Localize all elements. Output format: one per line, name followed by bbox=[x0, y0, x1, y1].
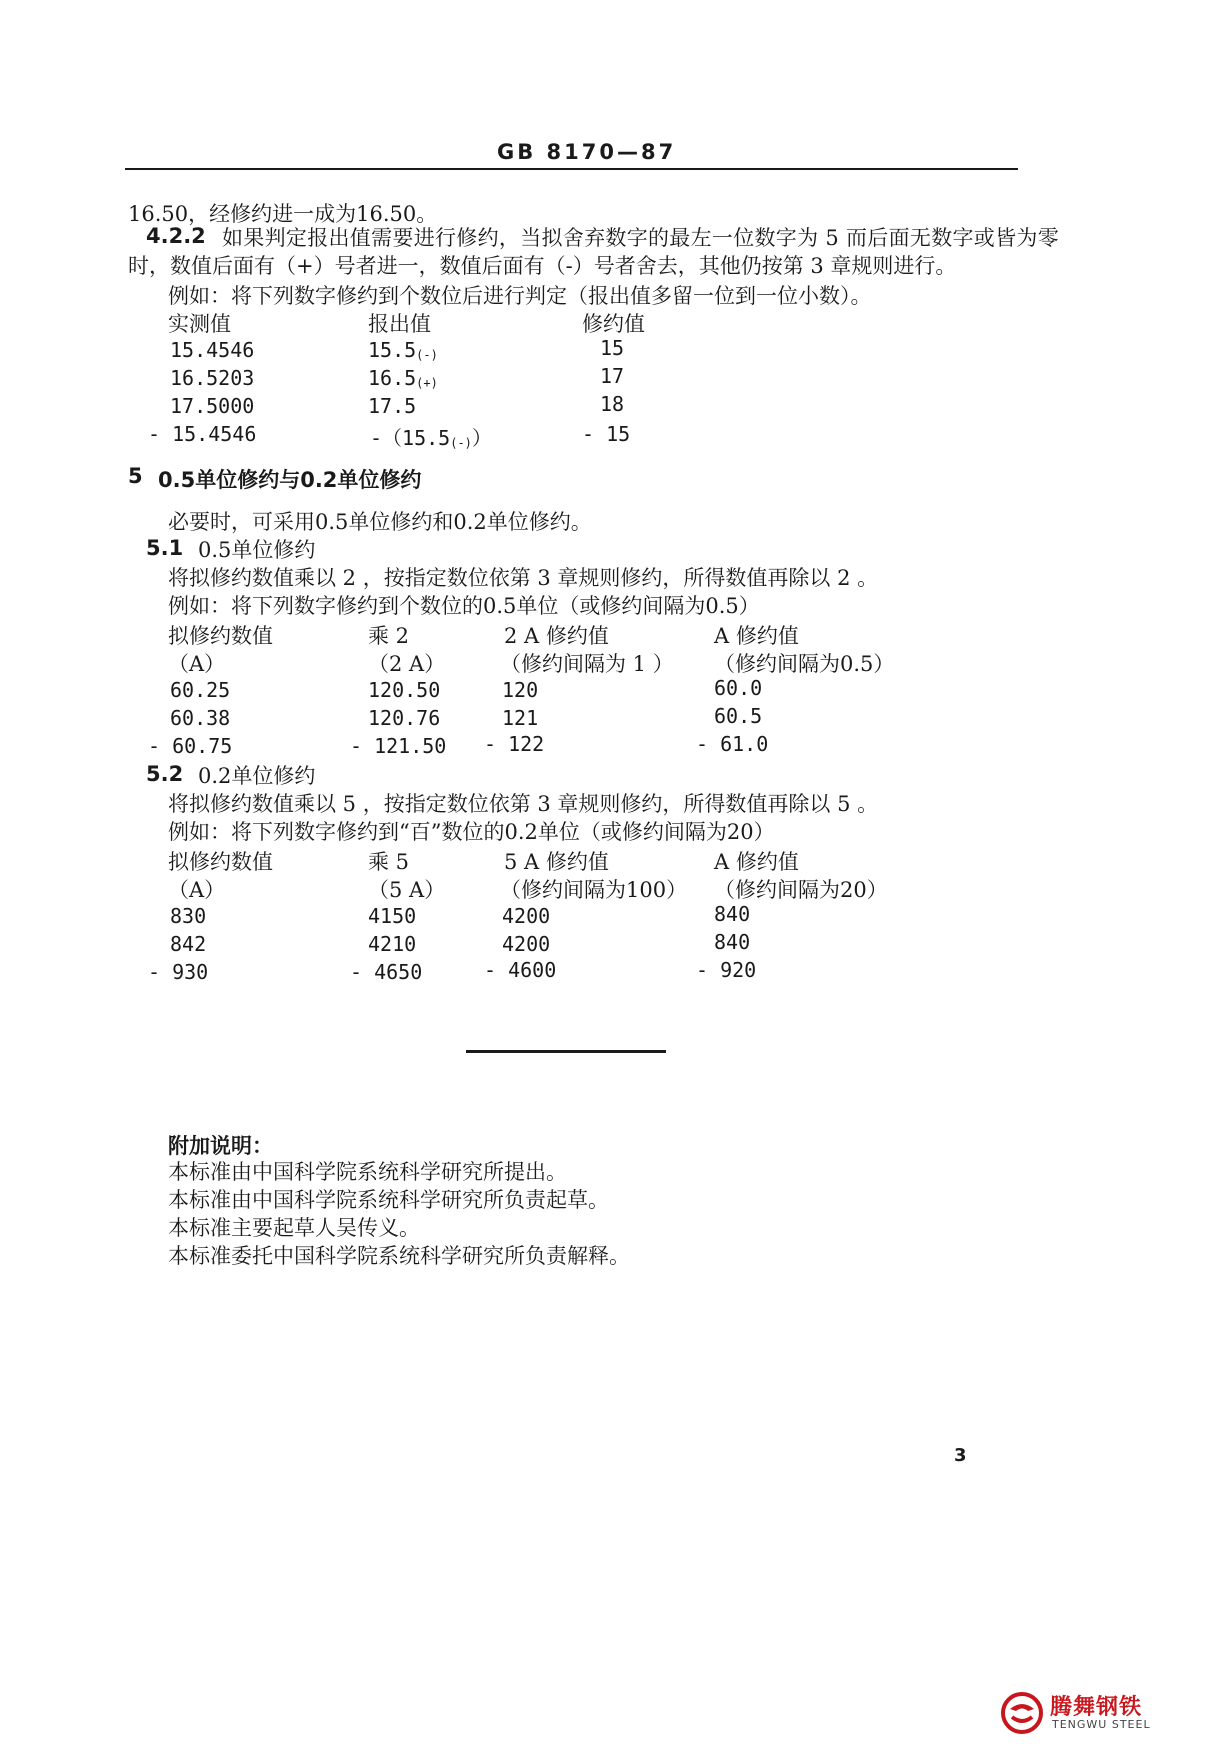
notes-line: 本标准委托中国科学院系统科学研究所负责解释。 bbox=[168, 1244, 630, 1268]
table3-cell: 4200 bbox=[502, 904, 551, 928]
watermark-logo bbox=[1000, 1690, 1215, 1736]
end-of-standard-rule bbox=[466, 1050, 666, 1053]
sign-marker: (+) bbox=[416, 376, 438, 390]
table2-cell: 120.76 bbox=[368, 706, 441, 730]
notes-line: 本标准由中国科学院系统科学研究所负责起草。 bbox=[168, 1188, 609, 1212]
section-5-intro: 必要时，可采用0.5单位修约和0.2单位修约。 bbox=[168, 510, 592, 534]
table2-subheader: （A） bbox=[168, 652, 226, 676]
table1-cell-reported: 17.5 bbox=[368, 394, 417, 418]
clause-number-5-2: 5.2 bbox=[146, 762, 184, 786]
table1-cell-rounded: 17 bbox=[600, 364, 625, 388]
notes-line: 本标准由中国科学院系统科学研究所提出。 bbox=[168, 1160, 567, 1184]
clause-5-2-title: 0.2单位修约 bbox=[198, 764, 316, 788]
table2-header: 拟修约数值 bbox=[168, 624, 273, 648]
table2-header: 乘 2 bbox=[368, 624, 410, 648]
table2-subheader: （修约间隔为0.5） bbox=[714, 652, 895, 676]
table2-cell: - 122 bbox=[484, 732, 545, 756]
standard-code-header: GB 8170—87 bbox=[497, 140, 677, 164]
clause-5-2-para: 将拟修约数值乘以 5 ，按指定数位依第 3 章规则修约，所得数值再除以 5 。 bbox=[168, 792, 879, 816]
table3-cell: - 4650 bbox=[350, 960, 423, 984]
table1-cell-measured: 15.4546 bbox=[170, 338, 255, 362]
table3-subheader: （修约间隔为20） bbox=[714, 878, 888, 902]
table2-cell: 120.50 bbox=[368, 678, 441, 702]
table1-header-measured: 实测值 bbox=[168, 312, 231, 336]
table1-cell-rounded: - 15 bbox=[582, 422, 631, 446]
table2-cell: 121 bbox=[502, 706, 539, 730]
continuation-text: 16.50，经修约进一成为16.50。 bbox=[128, 202, 438, 226]
table1-cell-reported: 15.5(-) bbox=[368, 338, 438, 362]
notes-line: 本标准主要起草人吴传义。 bbox=[168, 1216, 420, 1240]
clause-number-4-2-2: 4.2.2 bbox=[146, 224, 206, 248]
table1-cell-rounded: 15 bbox=[600, 336, 625, 360]
table3-header: 5 A 修约值 bbox=[504, 850, 609, 874]
clause-5-1-title: 0.5单位修约 bbox=[198, 538, 316, 562]
table2-cell: 60.0 bbox=[714, 676, 763, 700]
table3-header: 乘 5 bbox=[368, 850, 410, 874]
example-4-2-2: 例如：将下列数字修约到个数位后进行判定（报出值多留一位到一位小数）。 bbox=[168, 284, 872, 308]
table3-cell: 4210 bbox=[368, 932, 417, 956]
table3-cell: 840 bbox=[714, 930, 751, 954]
sign-marker: (-) bbox=[416, 348, 438, 362]
clause-4-2-2-line1: 如果判定报出值需要进行修约，当拟舍弃数字的最左一位数字为 5 而后面无数字或皆为零 bbox=[222, 226, 1060, 250]
header-rule bbox=[125, 168, 1018, 170]
table1-cell-measured: - 15.4546 bbox=[148, 422, 257, 446]
table3-cell: - 920 bbox=[696, 958, 757, 982]
table3-header: A 修约值 bbox=[714, 850, 799, 874]
table1-cell-reported: -（15.5(-)） bbox=[370, 426, 492, 450]
table3-cell: 830 bbox=[170, 904, 207, 928]
table2-cell: - 61.0 bbox=[696, 732, 769, 756]
table3-subheader: （5 A） bbox=[368, 878, 446, 902]
table3-cell: 4200 bbox=[502, 932, 551, 956]
table1-header-rounded: 修约值 bbox=[582, 312, 645, 336]
clause-5-1-para: 将拟修约数值乘以 2 ，按指定数位依第 3 章规则修约，所得数值再除以 2 。 bbox=[168, 566, 879, 590]
table1-cell-reported: 16.5(+) bbox=[368, 366, 438, 390]
sign-marker: (-) bbox=[450, 436, 472, 450]
table2-cell: 60.25 bbox=[170, 678, 231, 702]
table3-subheader: （修约间隔为100） bbox=[500, 878, 688, 902]
table3-subheader: （A） bbox=[168, 878, 226, 902]
page-number: 3 bbox=[954, 1445, 967, 1466]
watermark-en: TENGWU STEEL bbox=[1052, 1718, 1151, 1731]
table2-cell: - 60.75 bbox=[148, 734, 233, 758]
clause-number-5-1: 5.1 bbox=[146, 536, 184, 560]
table2-cell: 60.38 bbox=[170, 706, 231, 730]
table2-subheader: （修约间隔为 1 ） bbox=[500, 652, 674, 676]
table2-cell: 120 bbox=[502, 678, 539, 702]
table3-cell: 840 bbox=[714, 902, 751, 926]
table1-cell-measured: 16.5203 bbox=[170, 366, 255, 390]
table2-cell: 60.5 bbox=[714, 704, 763, 728]
table2-subheader: （2 A） bbox=[368, 652, 446, 676]
table1-cell-rounded: 18 bbox=[600, 392, 625, 416]
table3-cell: - 4600 bbox=[484, 958, 557, 982]
table2-cell: - 121.50 bbox=[350, 734, 447, 758]
notes-title: 附加说明： bbox=[168, 1134, 273, 1158]
table2-header: A 修约值 bbox=[714, 624, 799, 648]
table3-cell: - 930 bbox=[148, 960, 209, 984]
clause-5-1-example: 例如：将下列数字修约到个数位的0.5单位（或修约间隔为0.5） bbox=[168, 594, 760, 618]
table3-cell: 4150 bbox=[368, 904, 417, 928]
table2-header: 2 A 修约值 bbox=[504, 624, 609, 648]
clause-5-2-example: 例如：将下列数字修约到“百”数位的0.2单位（或修约间隔为20） bbox=[168, 820, 775, 844]
section-5-title: 0.5单位修约与0.2单位修约 bbox=[158, 468, 422, 492]
watermark-cn: 腾舞钢铁 bbox=[1050, 1695, 1143, 1720]
table3-cell: 842 bbox=[170, 932, 207, 956]
tengwu-logo-icon bbox=[1000, 1691, 1044, 1735]
section-5-number: 5 bbox=[128, 464, 143, 488]
table3-header: 拟修约数值 bbox=[168, 850, 273, 874]
table1-cell-measured: 17.5000 bbox=[170, 394, 255, 418]
clause-4-2-2-line2: 时，数值后面有（+）号者进一，数值后面有（-）号者舍去，其他仍按第 3 章规则进行。 bbox=[128, 254, 957, 278]
table1-header-reported: 报出值 bbox=[368, 312, 431, 336]
